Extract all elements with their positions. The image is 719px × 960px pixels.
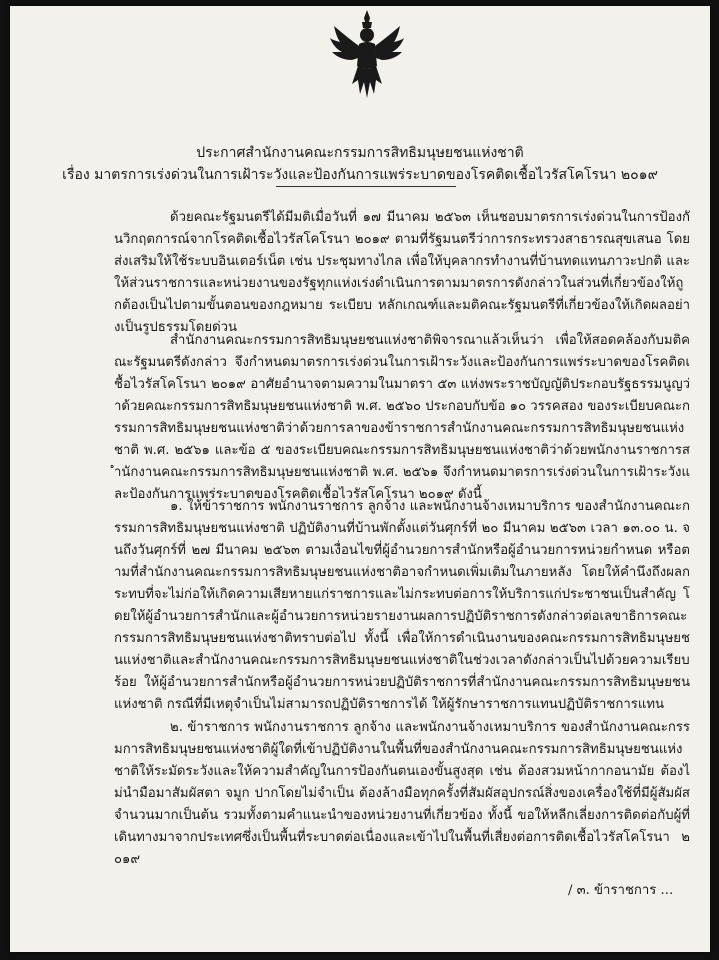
announcement-subject: เรื่อง มาตรการเร่งด่วนในการเฝ้าระวังและป้องกันการแพร่ระบาดของโรคติดเชื้อไวรัสโคโรนา ๒๐๑๙ — [62, 167, 658, 183]
body-paragraph: ๑. ให้ข้าราชการ พนักงานราชการ ลูกจ้าง และพนักงานจ้างเหมาบริการ ของสำนักงานคณะกรรมการสิทธิมนุษยชนแห่งชาติ ปฏิบัติงานที่บ้านพักตั้งแต่วันศุกร์ที่ ๒๐ มีนาคม ๒๕๖๓ เวลา ๑๓.๐๐ น. จนถึงวันศุกร์ที่ ๒๗ มีนาคม ๒๕๖๓ ตามเงื่อนไขที่ผู้อำนวยการสำนักหรือผู้อำนวยการหน่วยกำหนด หรือตามที่สำนักงานคณะกรรมการสิทธิมนุษยชนแห่งชาติอาจกำหนดเพิ่มเติมในภายหลัง โดยให้คำนึงถึงผลกระทบที่จะไม่ก่อให้เกิดความเสียหายแก่ราชการและไม่กระทบต่อการให้บริการแก่ประชาชนเป็นสำคัญ โดยให้ผู้อำนวยการสำนักและผู้อำนวยการหน่วยรายงานผลการปฏิบัติราชการดังกล่าวต่อเลขาธิการคณะกรรมการสิทธิมนุษยชนแห่งชาติทราบต่อไป ทั้งนี้ เพื่อให้การดำเนินงานของคณะกรรมการสิทธิมนุษยชนแห่งชาติและสำนักงานคณะกรรมการสิทธิมนุษยชนแห่งชาติในช่วงเวลาดังกล่าวเป็นไปด้วยความเรียบร้อย ให้ผู้อำนวยการสำนักหรือผู้อำนวยการหน่วยปฏิบัติราชการที่สำนักงานคณะกรรมการสิทธิมนุษยชนแห่งชาติ กรณีที่มีเหตุจำเป็นไม่สามารถปฏิบัติราชการได้ ให้ผู้รักษาราชการแทนปฏิบัติราชการแทน — [114, 499, 690, 712]
title-divider — [276, 186, 456, 187]
body-paragraph: ด้วยคณะรัฐมนตรีได้มีมติเมื่อวันที่ ๑๗ มีนาคม ๒๕๖๓ เห็นชอบมาตรการเร่งด่วนในการป้องกันวิกฤตการณ์จากโรคติดเชื้อไวรัสโคโรนา ๒๐๑๙ ตามที่รัฐมนตรีว่าการกระทรวงสาธารณสุขเสนอ โดยส่งเสริมให้ใช้ระบบอินเตอร์เน็ต เช่น ประชุมทางไกล เพื่อให้บุคลากรทำงานที่บ้านทดแทนภาวะปกติ และให้ส่วนราชการและหน่วยงานของรัฐทุกแห่งเร่งดำเนินการตามมาตรการดังกล่าวในส่วนที่เกี่ยวข้องให้ถูกต้องเป็นไปตามขั้นตอนของกฎหมาย ระเบียบ หลักเกณฑ์และมติคณะรัฐมนตรีที่เกี่ยวข้องให้เกิดผลอย่างเป็นรูปธรรมโดยด่วน — [114, 210, 690, 335]
continuation-note: / ๓. ข้าราชการ ... — [568, 883, 674, 898]
document-page — [10, 6, 710, 952]
garuda-emblem-icon — [328, 8, 406, 100]
body-paragraph: ๒. ข้าราชการ พนักงานราชการ ลูกจ้าง และพนักงานจ้างเหมาบริการ ของสำนักงานคณะกรรมการสิทธิมนุษยชนแห่งชาติผู้ใดที่เข้าปฏิบัติงานในพื้นที่ของสำนักงานคณะกรรมการสิทธิมนุษยชนแห่งชาติให้ระมัดระวังและให้ความสำคัญในการป้องกันตนเองขั้นสูงสุด เช่น ต้องสวมหน้ากากอนามัย ต้องไม่นำมือมาสัมผัสตา จมูก ปากโดยไม่จำเป็น ต้องล้างมือทุกครั้งที่สัมผัสอุปกรณ์สิ่งของเครื่องใช้ที่มีผู้สัมผัสจำนวนมากเป็นต้น รวมทั้งตามคำแนะนำของหน่วยงานที่เกี่ยวข้อง ทั้งนี้ ขอให้หลีกเลี่ยงการติดต่อกับผู้ที่เดินทางมาจากประเทศซึ่งเป็นพื้นที่ระบาดต่อเนื่องและเข้าไปในพื้นที่เสี่ยงต่อการติดเชื้อไวรัสโคโรนา ๒๐๑๙ — [114, 720, 690, 867]
body-paragraph: สำนักงานคณะกรรมการสิทธิมนุษยชนแห่งชาติพิจารณาแล้วเห็นว่า เพื่อให้สอดคล้องกับมติคณะรัฐมนตรีดังกล่าว จึงกำหนดมาตรการเร่งด่วนในการเฝ้าระวังและป้องกันการแพร่ระบาดของโรคติดเชื้อไวรัสโคโรนา ๒๐๑๙ อาศัยอำนาจตามความในมาตรา ๕๓ แห่งพระราชบัญญัติประกอบรัฐธรรมนูญว่าด้วยคณะกรรมการสิทธิมนุษยชนแห่งชาติ พ.ศ. ๒๕๖๐ ประกอบกับข้อ ๑๐ วรรคสอง ของระเบียบคณะกรรมการสิทธิมนุษยชนแห่งชาติว่าด้วยการลาของข้าราชการสำนักงานคณะกรรมการสิทธิมนุษยชนแห่งชาติ พ.ศ. ๒๕๖๑ และข้อ ๕ ของระเบียบคณะกรรมการสิทธิมนุษยชนแห่งชาติว่าด้วยพนักงานราชการสำนักงานคณะกรรมการสิทธิมนุษยชนแห่งชาติ พ.ศ. ๒๕๖๑ จึงกำหนดมาตรการเร่งด่วนในการเฝ้าระวังและป้องกันการแพร่ระบาดของโรคติดเชื้อไวรัสโคโรนา ๒๐๑๙ ดังนี้ — [114, 333, 690, 502]
announcement-title: ประกาศสำนักงานคณะกรรมการสิทธิมนุษยชนแห่งชาติ — [196, 145, 524, 161]
